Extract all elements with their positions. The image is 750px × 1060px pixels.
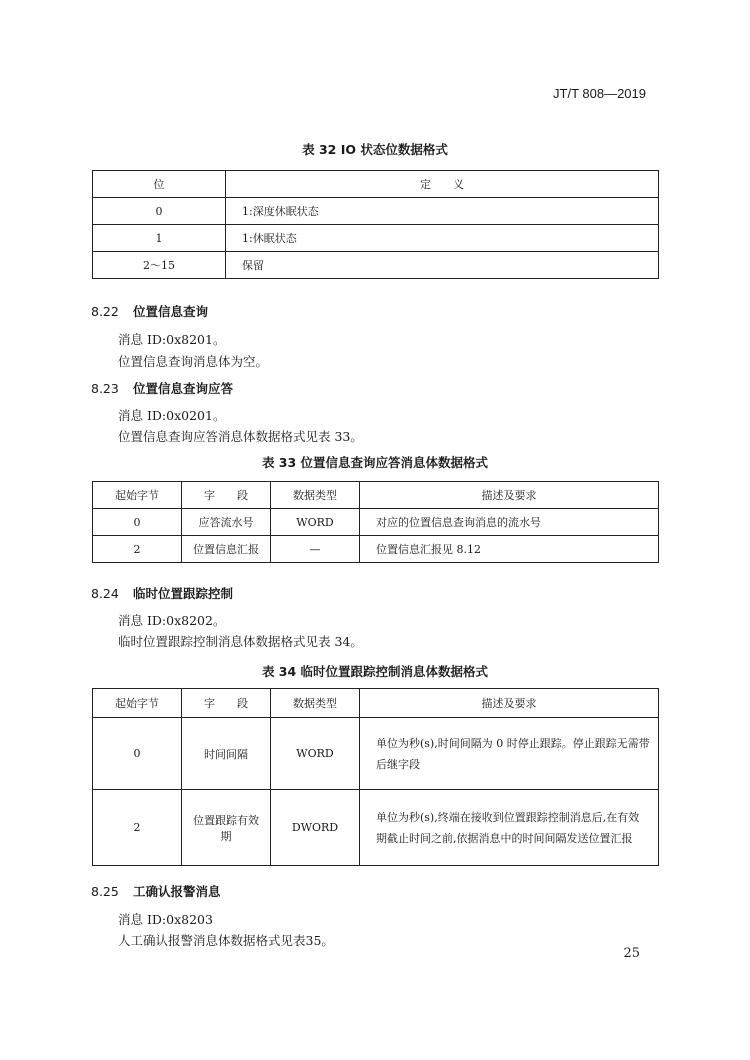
paragraph-line: 消息 ID:0x8202。 bbox=[118, 613, 226, 628]
section-heading bbox=[91, 882, 221, 900]
table-cell: 2～15 bbox=[93, 252, 226, 279]
section-title: 工确认报警消息 bbox=[133, 884, 221, 899]
paragraph-line: 人工确认报警消息体数据格式见表35。 bbox=[118, 933, 334, 948]
page-number: 25 bbox=[623, 946, 640, 961]
table33 bbox=[92, 481, 659, 563]
column-header: 位 bbox=[93, 171, 226, 198]
table-cell: 时间间隔 bbox=[182, 718, 271, 790]
section-heading bbox=[91, 302, 208, 320]
table-cell: 1 bbox=[93, 225, 226, 252]
table-cell: 2 bbox=[93, 536, 182, 563]
table33-caption: 表 33 位置信息查询应答消息体数据格式 bbox=[261, 455, 489, 470]
section-title: 临时位置跟踪控制 bbox=[133, 586, 234, 601]
column-header: 描述及要求 bbox=[360, 689, 659, 718]
table-cell: 应答流水号 bbox=[182, 509, 271, 536]
section-number: 8.25 bbox=[91, 884, 119, 899]
section-title: 位置信息查询 bbox=[133, 304, 209, 319]
table34 bbox=[92, 688, 659, 866]
table-cell: 单位为秒(s),终端在接收到位置跟踪控制消息后,在有效期截止时间之前,依据消息中的时间间隔发送位置汇报 bbox=[360, 790, 659, 866]
column-header: 字 段 bbox=[182, 482, 271, 509]
table-cell: 1:休眠状态 bbox=[226, 225, 659, 252]
paragraph-line: 消息 ID:0x8203 bbox=[118, 912, 213, 927]
table-cell: 单位为秒(s),时间间隔为 0 时停止跟踪。停止跟踪无需带后继字段 bbox=[360, 718, 659, 790]
table34-caption: 表 34 临时位置跟踪控制消息体数据格式 bbox=[261, 664, 489, 679]
table-cell: 位置信息汇报 bbox=[182, 536, 271, 563]
column-header: 字 段 bbox=[182, 689, 271, 718]
table32 bbox=[92, 170, 659, 279]
table-cell: 0 bbox=[93, 718, 182, 790]
table-row bbox=[93, 536, 659, 563]
paragraph-line: 位置信息查询消息体为空。 bbox=[118, 354, 269, 369]
column-header: 起始字节 bbox=[93, 689, 182, 718]
paragraph-line: 消息 ID:0x8201。 bbox=[118, 332, 226, 347]
table-row bbox=[93, 252, 659, 279]
column-header: 数据类型 bbox=[271, 482, 360, 509]
paragraph-line: 临时位置跟踪控制消息体数据格式见表 34。 bbox=[118, 634, 363, 649]
table-cell: — bbox=[271, 536, 360, 563]
table-header-row bbox=[93, 171, 659, 198]
table-cell: WORD bbox=[271, 718, 360, 790]
table-header-row bbox=[93, 482, 659, 509]
section-title: 位置信息查询应答 bbox=[133, 381, 234, 396]
paragraph-line: 位置信息查询应答消息体数据格式见表 33。 bbox=[118, 429, 363, 444]
table-header-row bbox=[93, 689, 659, 718]
table-cell: 2 bbox=[93, 790, 182, 866]
section-number: 8.22 bbox=[91, 304, 119, 319]
table-cell: 保留 bbox=[226, 252, 659, 279]
column-header: 描述及要求 bbox=[360, 482, 659, 509]
column-header: 数据类型 bbox=[271, 689, 360, 718]
table-cell: WORD bbox=[271, 509, 360, 536]
table-cell: 0 bbox=[93, 509, 182, 536]
table-row bbox=[93, 509, 659, 536]
section-heading bbox=[91, 584, 233, 602]
table-cell: 位置跟踪有效期 bbox=[182, 790, 271, 866]
table32-caption: 表 32 IO 状态位数据格式 bbox=[302, 142, 448, 157]
section-number: 8.24 bbox=[91, 586, 119, 601]
table-row bbox=[93, 790, 659, 866]
table-row bbox=[93, 225, 659, 252]
table-row bbox=[93, 718, 659, 790]
column-header: 起始字节 bbox=[93, 482, 182, 509]
column-header: 定 义 bbox=[226, 171, 659, 198]
section-number: 8.23 bbox=[91, 381, 119, 396]
table-cell: 1:深度休眠状态 bbox=[226, 198, 659, 225]
table-row bbox=[93, 198, 659, 225]
paragraph-line: 消息 ID:0x0201。 bbox=[118, 408, 226, 423]
standard-code: JT/T 808—2019 bbox=[553, 86, 646, 101]
table-cell: DWORD bbox=[271, 790, 360, 866]
table-cell: 0 bbox=[93, 198, 226, 225]
table-cell: 对应的位置信息查询消息的流水号 bbox=[360, 509, 659, 536]
section-heading bbox=[91, 379, 233, 397]
table-cell: 位置信息汇报见 8.12 bbox=[360, 536, 659, 563]
